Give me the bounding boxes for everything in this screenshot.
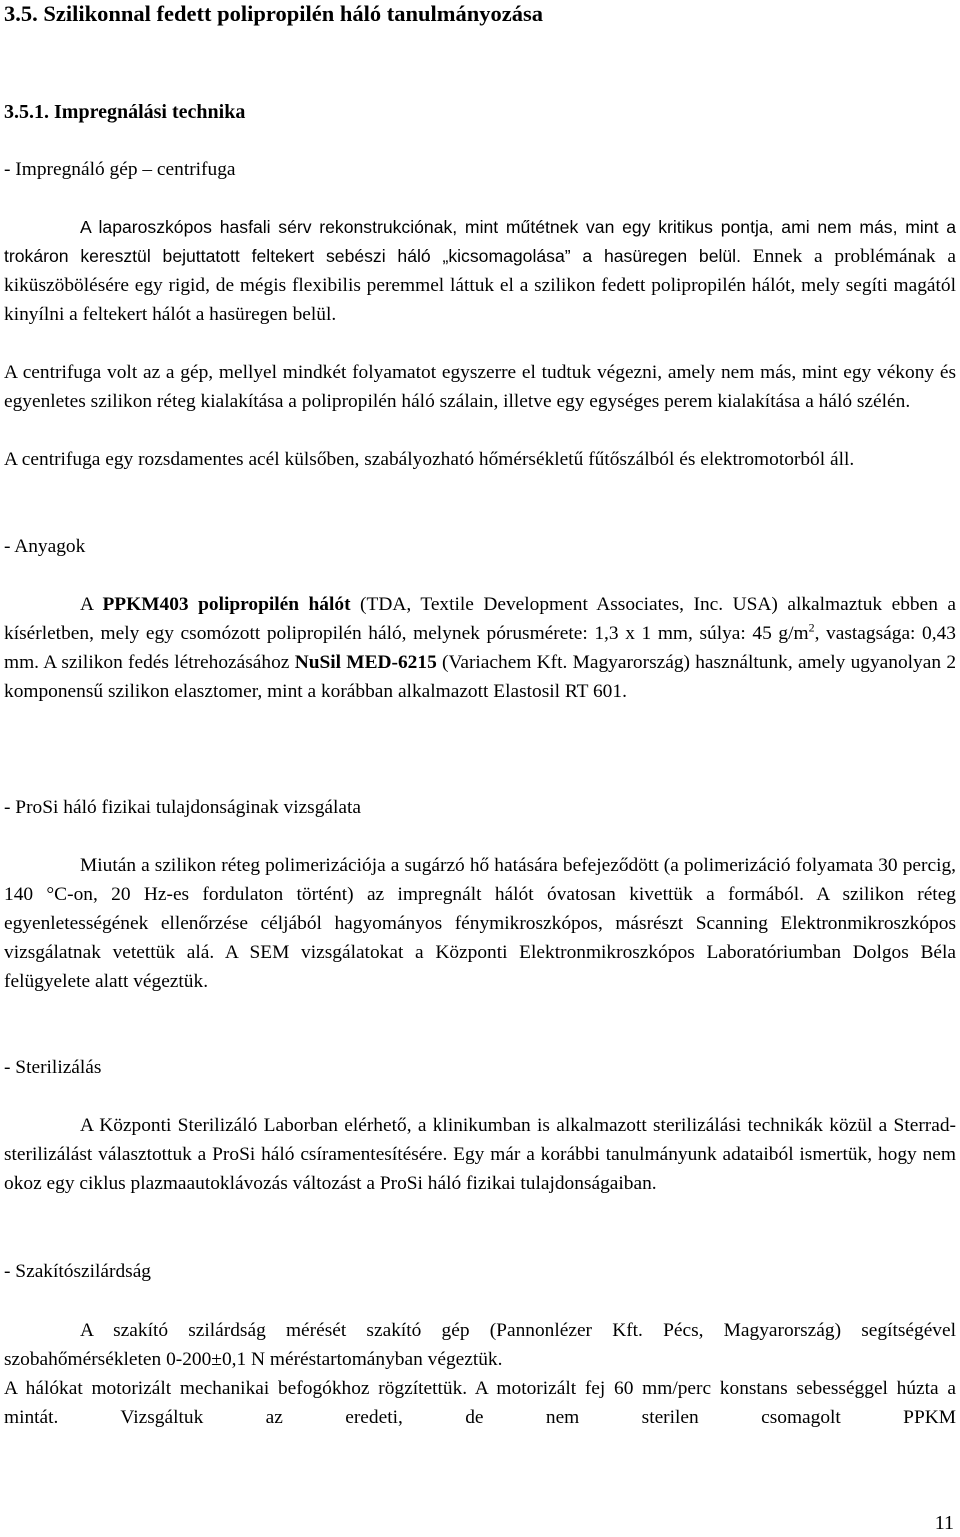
materials-paragraph: A PPKM403 polipropilén hálót (TDA, Textile Development Associates, Inc. USA) alkalmaztuk ebben a kísérletben, mely egy csomózott polipropilén háló, melynek pórusmérete: 1,3 x 1 mm, súlya: 45 $g/m^2$, vastagsága: 0,43 mm. A szilikon fedés létrehozásához NuSil MED-6215 (Variachem Kft. Magyarország) használtunk, amely ugyanolyan 2 komponensű szilikon elasztomer, mint a korábban alkalmazott Elastosil RT 601. — [4, 594, 957, 702]
physical-paragraph: Miután a szilikon réteg polimerizációja a sugárzó hő hatására befejeződött (a polimerizáció folyamata 30 percig, 140 °C-on, 20 Hz-es fordulaton történt) az impregnált hálót óvatosan kivettük a formából. A szilikon réteg egyenletességének ellenőrzése céljából hagyományos fénymikroszkópos, másrészt Scanning Elektronmikroszkópos vizsgálatnak vetettük alá. A SEM vizsgálatokat a Központi Elektronmikroszkópos Laboratóriumban Dolgos Béla felügyelete alatt végeztük. — [4, 855, 956, 992]
sterilization-paragraph: A Központi Sterilizáló Laborban elérhető, a klinikumban is alkalmazott sterilizálási technikák közül a Sterrad-sterilizálást választottuk a ProSi háló csíramentesítésére. Egy már a korábbi tanulmányunk adataiból ismertük, hogy nem okoz egy ciklus plazmaautoklávozás változást a ProSi háló fizikai tulajdonságaiban. — [4, 1115, 956, 1194]
impregnation-paragraph-2: A centrifuga volt az a gép, mellyel mindkét folyamatot egyszerre el tudtuk végezni, amely nem más, mint egy vékony és egyenletes szilikon réteg kialakítása a polipropilén háló szálain, illetve egy egységes perem kialakítása a háló szélén. — [4, 362, 956, 412]
subsection-title: 3.5.1. Impregnálási technika — [4, 101, 246, 123]
silicone-product-name: NuSil MED-6215 — [294, 652, 437, 673]
mesh-product-name: PPKM403 polipropilén hálót — [102, 594, 351, 615]
tensile-paragraph-1: A szakító szilárdság mérését szakító gép (Pannonlézer Kft. Pécs, Magyarország) segítségével szobahőmérsékleten 0-200±0,1 N méréstartományban végeztük. — [4, 1320, 956, 1370]
impregnation-paragraph-1 — [4, 213, 956, 329]
sterilization-heading: - Sterilizálás — [4, 1057, 102, 1078]
impregnation-paragraph-1-serif: Ennek a problémának a kiküszöbölésére egy rigid, de mégis flexibilis peremmel láttuk el a szilikon fedett polipropilén hálót, mely segíti magától kinyílni a feltekert hálót a hasüregen belül. — [4, 246, 956, 325]
impregnation-paragraph-3: A centrifuga egy rozsdamentes acél külsőben, szabályozható hőmérsékletű fűtőszálból és elektromotorból áll. — [4, 449, 855, 470]
materials-heading: - Anyagok — [4, 536, 86, 557]
tensile-heading: - Szakítószilárdság — [4, 1261, 152, 1282]
impregnation-paragraph-1-sans: A laparoszkópos hasfali sérv rekonstrukciónak, mint műtétnek van egy kritikus pontja, ami nem más, mint a trokáron keresztül bejuttatott feltekert sebészi háló „kicsomagolása” a hasüregen belül. — [4, 217, 956, 266]
physical-heading: - ProSi háló fizikai tulajdonságinak vizsgálata — [4, 797, 362, 818]
section-title: 3.5. Szilikonnal fedett polipropilén háló tanulmányozása — [4, 1, 544, 26]
impregnation-heading: - Impregnáló gép – centrifuga — [4, 159, 236, 180]
page-number: 11 — [934, 1512, 954, 1534]
tensile-paragraph-2: A hálókat motorizált mechanikai befogókhoz rögzítettük. A motorizált fej 60 mm/perc konstans sebességgel húzta a mintát. Vizsgáltuk az eredeti, de nem sterilen csomagolt PPKM — [4, 1378, 956, 1428]
